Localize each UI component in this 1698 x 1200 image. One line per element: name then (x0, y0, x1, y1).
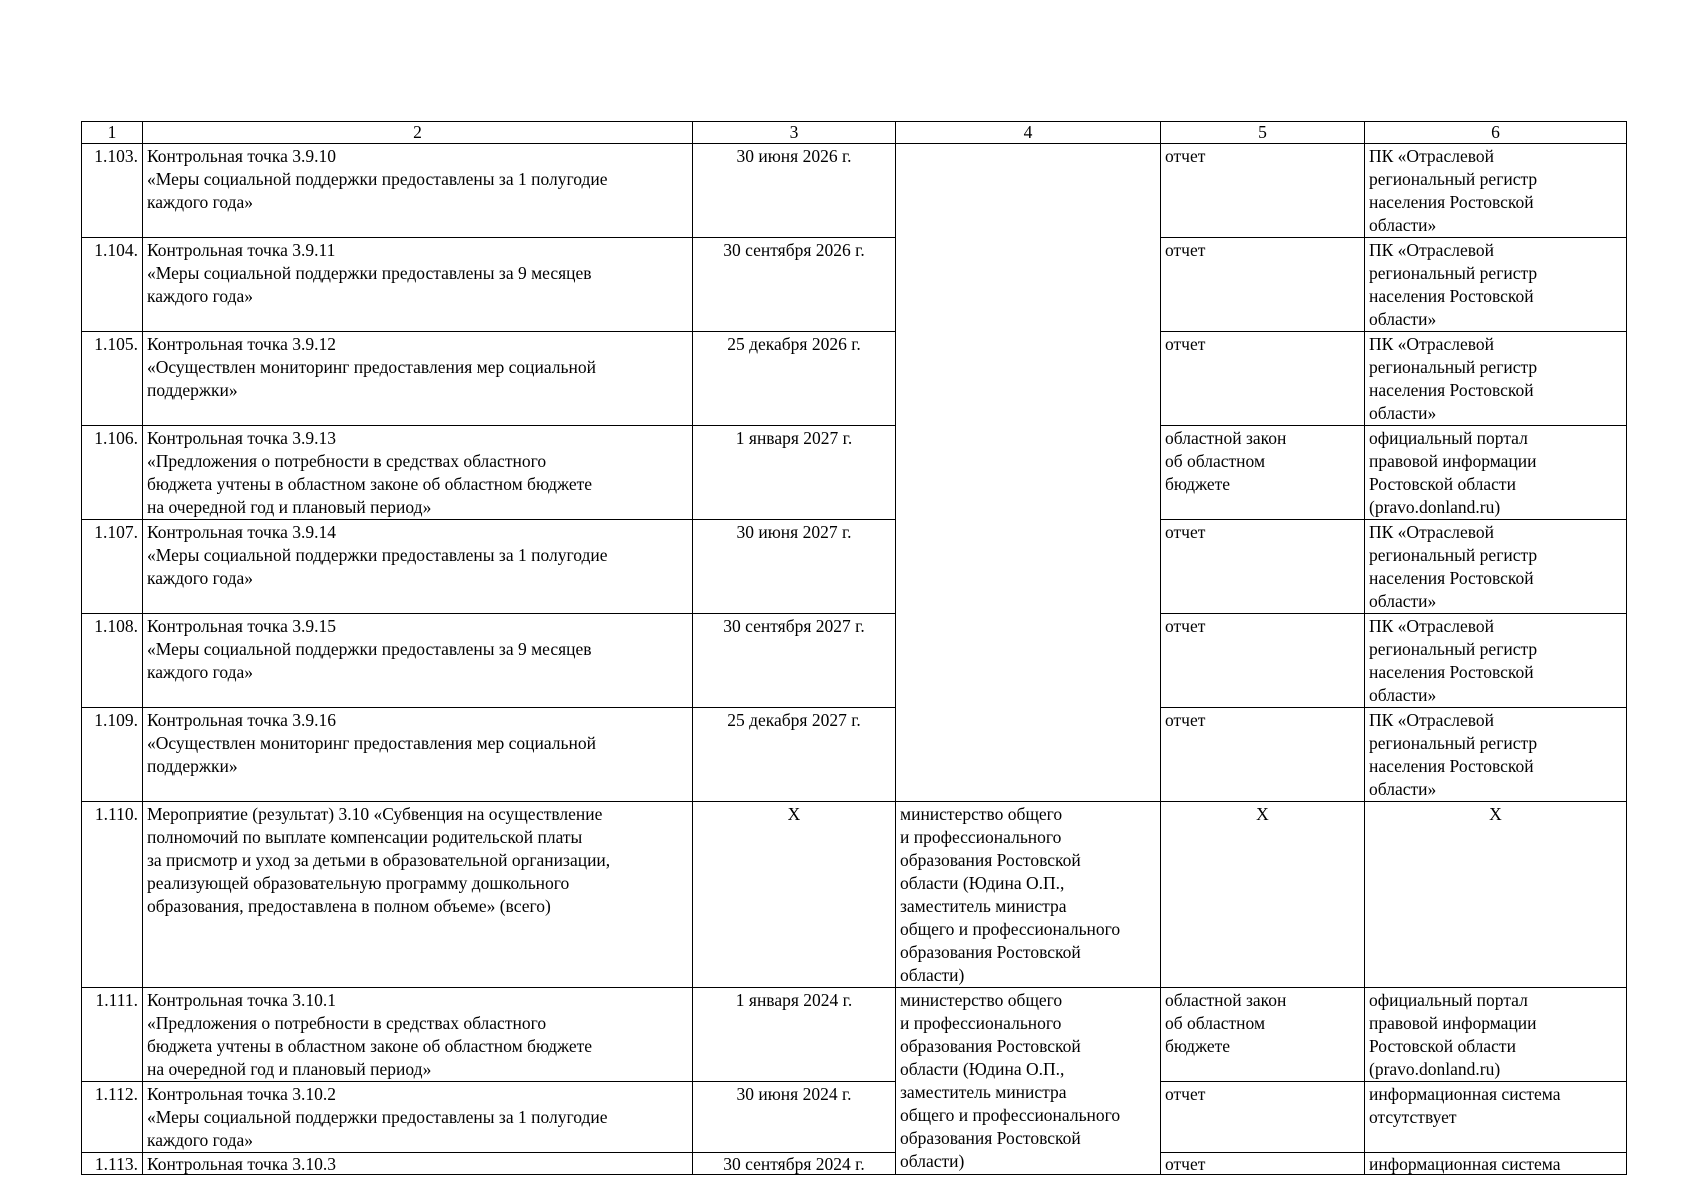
row-number: 1.109. (82, 708, 143, 802)
information-system-line: Ростовской области (1369, 1036, 1516, 1056)
item-description (143, 708, 693, 802)
deadline: 30 июня 2026 г. (693, 144, 896, 238)
document-type (1161, 426, 1365, 520)
responsible-executor (896, 988, 1161, 1175)
information-system-line: региональный регистр (1369, 169, 1538, 189)
information-system (1365, 144, 1627, 238)
item-description-line: Контрольная точка 3.10.1 (147, 990, 336, 1010)
table-row (82, 988, 1627, 1082)
responsible-executor-line: образования Ростовской (900, 942, 1081, 962)
item-description (143, 332, 693, 426)
column-number-row (82, 122, 1627, 144)
document-type-line: областной закон (1165, 428, 1287, 448)
table-row (82, 802, 1627, 988)
document-type-line: отчет (1165, 146, 1206, 166)
information-system-line: ПК «Отраслевой (1369, 616, 1494, 636)
responsible-executor (896, 802, 1161, 988)
deadline: 1 января 2024 г. (693, 988, 896, 1082)
item-description-line: образования, предоставлена в полном объеме» (всего) (147, 896, 551, 916)
item-description-line: Контрольная точка 3.9.12 (147, 334, 336, 354)
information-system-line: официальный портал (1369, 990, 1528, 1010)
document-type (1161, 802, 1365, 988)
information-system-line: населения Ростовской (1369, 662, 1534, 682)
item-description-line: Контрольная точка 3.9.10 (147, 146, 336, 166)
item-description-line: «Меры социальной поддержки предоставлены за 1 полугодие (147, 1107, 608, 1127)
column-number: 4 (896, 122, 1161, 144)
information-system-line: населения Ростовской (1369, 286, 1534, 306)
item-description-line: Контрольная точка 3.9.13 (147, 428, 336, 448)
control-points-table (81, 121, 1627, 1175)
information-system-line: области» (1369, 685, 1437, 705)
information-system-line: области» (1369, 215, 1437, 235)
responsible-executor-line: образования Ростовской (900, 850, 1081, 870)
item-description-line: бюджета учтены в областном законе об областном бюджете (147, 474, 593, 494)
responsible-executor-line: области) (900, 1151, 965, 1171)
item-description-line: Мероприятие (результат) 3.10 «Субвенция на осуществление (147, 804, 603, 824)
information-system-line: области» (1369, 779, 1437, 799)
responsible-executor-line: заместитель министра (900, 896, 1067, 916)
document-type (1161, 1082, 1365, 1153)
item-description (143, 238, 693, 332)
information-system (1365, 520, 1627, 614)
information-system (1365, 238, 1627, 332)
responsible-executor-line: и профессионального (900, 1013, 1062, 1033)
information-system-line: населения Ростовской (1369, 380, 1534, 400)
item-description-line: «Меры социальной поддержки предоставлены за 9 месяцев (147, 639, 592, 659)
item-description-line: «Предложения о потребности в средствах областного (147, 451, 547, 471)
column-number: 3 (693, 122, 896, 144)
information-system (1365, 1082, 1627, 1153)
information-system-line: региональный регистр (1369, 545, 1538, 565)
information-system-line: информационная система (1369, 1154, 1561, 1174)
responsible-executor-line: общего и профессионального (900, 919, 1121, 939)
table-row (82, 1082, 1627, 1153)
information-system-line: области» (1369, 403, 1437, 423)
item-description-line: каждого года» (147, 192, 254, 212)
responsible-executor-line: области) (900, 965, 965, 985)
item-description-line: «Меры социальной поддержки предоставлены за 9 месяцев (147, 263, 592, 283)
item-description-line: Контрольная точка 3.9.14 (147, 522, 336, 542)
table-row (82, 144, 1627, 238)
item-description-line: бюджета учтены в областном законе об областном бюджете (147, 1036, 593, 1056)
deadline: 25 декабря 2026 г. (693, 332, 896, 426)
document-type-line: об областном (1165, 1013, 1266, 1033)
column-number: 6 (1365, 122, 1627, 144)
item-description (143, 614, 693, 708)
document-type-line: бюджете (1165, 474, 1231, 494)
row-number: 1.111. (82, 988, 143, 1082)
information-system (1365, 426, 1627, 520)
information-system-line: области» (1369, 309, 1437, 329)
document-type (1161, 520, 1365, 614)
document-type-line: отчет (1165, 334, 1206, 354)
information-system-line: ПК «Отраслевой (1369, 146, 1494, 166)
document-type-line: отчет (1165, 710, 1206, 730)
item-description-line: Контрольная точка 3.9.16 (147, 710, 336, 730)
item-description-line: Контрольная точка 3.10.3 (147, 1154, 336, 1174)
information-system-line: ПК «Отраслевой (1369, 522, 1494, 542)
information-system (1365, 708, 1627, 802)
document-type-line: об областном (1165, 451, 1266, 471)
information-system-line: (pravo.donland.ru) (1369, 497, 1501, 517)
row-number: 1.110. (82, 802, 143, 988)
row-number: 1.112. (82, 1082, 143, 1153)
item-description-line: каждого года» (147, 568, 254, 588)
deadline: 30 сентября 2024 г. (693, 1153, 896, 1175)
item-description-line: Контрольная точка 3.9.11 (147, 240, 336, 260)
item-description (143, 144, 693, 238)
column-number: 1 (82, 122, 143, 144)
item-description-line: «Осуществлен мониторинг предоставления мер социальной (147, 357, 596, 377)
information-system-line: населения Ростовской (1369, 192, 1534, 212)
information-system-line: правовой информации (1369, 1013, 1537, 1033)
responsible-executor-line: общего и профессионального (900, 1105, 1121, 1125)
document-type-line: X (1256, 804, 1269, 824)
table-row (82, 332, 1627, 426)
information-system-line: информационная система (1369, 1084, 1561, 1104)
document-type-line: отчет (1165, 1084, 1206, 1104)
item-description-line: «Предложения о потребности в средствах областного (147, 1013, 547, 1033)
document-type (1161, 1153, 1365, 1175)
row-number: 1.103. (82, 144, 143, 238)
item-description-line: каждого года» (147, 286, 254, 306)
item-description (143, 1082, 693, 1153)
item-description-line: «Меры социальной поддержки предоставлены за 1 полугодие (147, 169, 608, 189)
item-description (143, 988, 693, 1082)
document-type (1161, 144, 1365, 238)
deadline: 30 июня 2024 г. (693, 1082, 896, 1153)
information-system (1365, 332, 1627, 426)
item-description-line: полномочий по выплате компенсации родительской платы (147, 827, 583, 847)
information-system-line: отсутствует (1369, 1107, 1457, 1127)
column-number: 2 (143, 122, 693, 144)
information-system-line: региональный регистр (1369, 263, 1538, 283)
document-type-line: отчет (1165, 240, 1206, 260)
table-row (82, 614, 1627, 708)
table-row (82, 1153, 1627, 1175)
information-system-line: населения Ростовской (1369, 568, 1534, 588)
document-type (1161, 614, 1365, 708)
item-description-line: «Осуществлен мониторинг предоставления мер социальной (147, 733, 596, 753)
information-system (1365, 614, 1627, 708)
item-description-line: на очередной год и плановый период» (147, 1059, 432, 1079)
information-system-line: ПК «Отраслевой (1369, 710, 1494, 730)
item-description-line: поддержки» (147, 756, 238, 776)
responsible-executor-line: министерство общего (900, 804, 1063, 824)
document-type-line: областной закон (1165, 990, 1287, 1010)
responsible-executor-line: области (Юдина О.П., (900, 873, 1065, 893)
row-number: 1.105. (82, 332, 143, 426)
document-type (1161, 988, 1365, 1082)
information-system (1365, 802, 1627, 988)
table-row (82, 238, 1627, 332)
item-description-line: «Меры социальной поддержки предоставлены за 1 полугодие (147, 545, 608, 565)
document-type-line: отчет (1165, 616, 1206, 636)
item-description-line: реализующей образовательную программу дошкольного (147, 873, 570, 893)
item-description (143, 426, 693, 520)
information-system (1365, 1153, 1627, 1175)
document-type-line: бюджете (1165, 1036, 1231, 1056)
row-number: 1.113. (82, 1153, 143, 1175)
responsible-executor-line: образования Ростовской (900, 1036, 1081, 1056)
item-description-line: за присмотр и уход за детьми в образовательной организации, (147, 850, 611, 870)
information-system-line: Ростовской области (1369, 474, 1516, 494)
responsible-executor-line: и профессионального (900, 827, 1062, 847)
deadline: 30 сентября 2026 г. (693, 238, 896, 332)
column-number: 5 (1161, 122, 1365, 144)
document-type-line: отчет (1165, 522, 1206, 542)
information-system-line: официальный портал (1369, 428, 1528, 448)
information-system-line: региональный регистр (1369, 357, 1538, 377)
deadline: 25 декабря 2027 г. (693, 708, 896, 802)
information-system-line: (pravo.donland.ru) (1369, 1059, 1501, 1079)
responsible-executor-line: заместитель министра (900, 1082, 1067, 1102)
information-system-line: региональный регистр (1369, 639, 1538, 659)
item-description-line: на очередной год и плановый период» (147, 497, 432, 517)
responsible-executor-line: области (Юдина О.П., (900, 1059, 1065, 1079)
information-system-line: X (1489, 804, 1502, 824)
row-number: 1.107. (82, 520, 143, 614)
document-type (1161, 238, 1365, 332)
information-system-line: правовой информации (1369, 451, 1537, 471)
responsible-executor-line: министерство общего (900, 990, 1063, 1010)
item-description (143, 802, 693, 988)
document-type (1161, 708, 1365, 802)
information-system-line: региональный регистр (1369, 733, 1538, 753)
row-number: 1.108. (82, 614, 143, 708)
item-description-line: каждого года» (147, 662, 254, 682)
item-description-line: поддержки» (147, 380, 238, 400)
item-description-line: каждого года» (147, 1130, 254, 1150)
information-system-line: области» (1369, 591, 1437, 611)
deadline: X (693, 802, 896, 988)
information-system-line: населения Ростовской (1369, 756, 1534, 776)
item-description (143, 520, 693, 614)
row-number: 1.104. (82, 238, 143, 332)
document-type (1161, 332, 1365, 426)
table-row (82, 520, 1627, 614)
table-row (82, 708, 1627, 802)
responsible-executor (896, 144, 1161, 802)
information-system-line: ПК «Отраслевой (1369, 334, 1494, 354)
deadline: 1 января 2027 г. (693, 426, 896, 520)
document-type-line: отчет (1165, 1154, 1206, 1174)
item-description (143, 1153, 693, 1175)
responsible-executor-line: образования Ростовской (900, 1128, 1081, 1148)
deadline: 30 июня 2027 г. (693, 520, 896, 614)
information-system-line: ПК «Отраслевой (1369, 240, 1494, 260)
item-description-line: Контрольная точка 3.9.15 (147, 616, 336, 636)
item-description-line: Контрольная точка 3.10.2 (147, 1084, 336, 1104)
table-row (82, 426, 1627, 520)
row-number: 1.106. (82, 426, 143, 520)
information-system (1365, 988, 1627, 1082)
deadline: 30 сентября 2027 г. (693, 614, 896, 708)
